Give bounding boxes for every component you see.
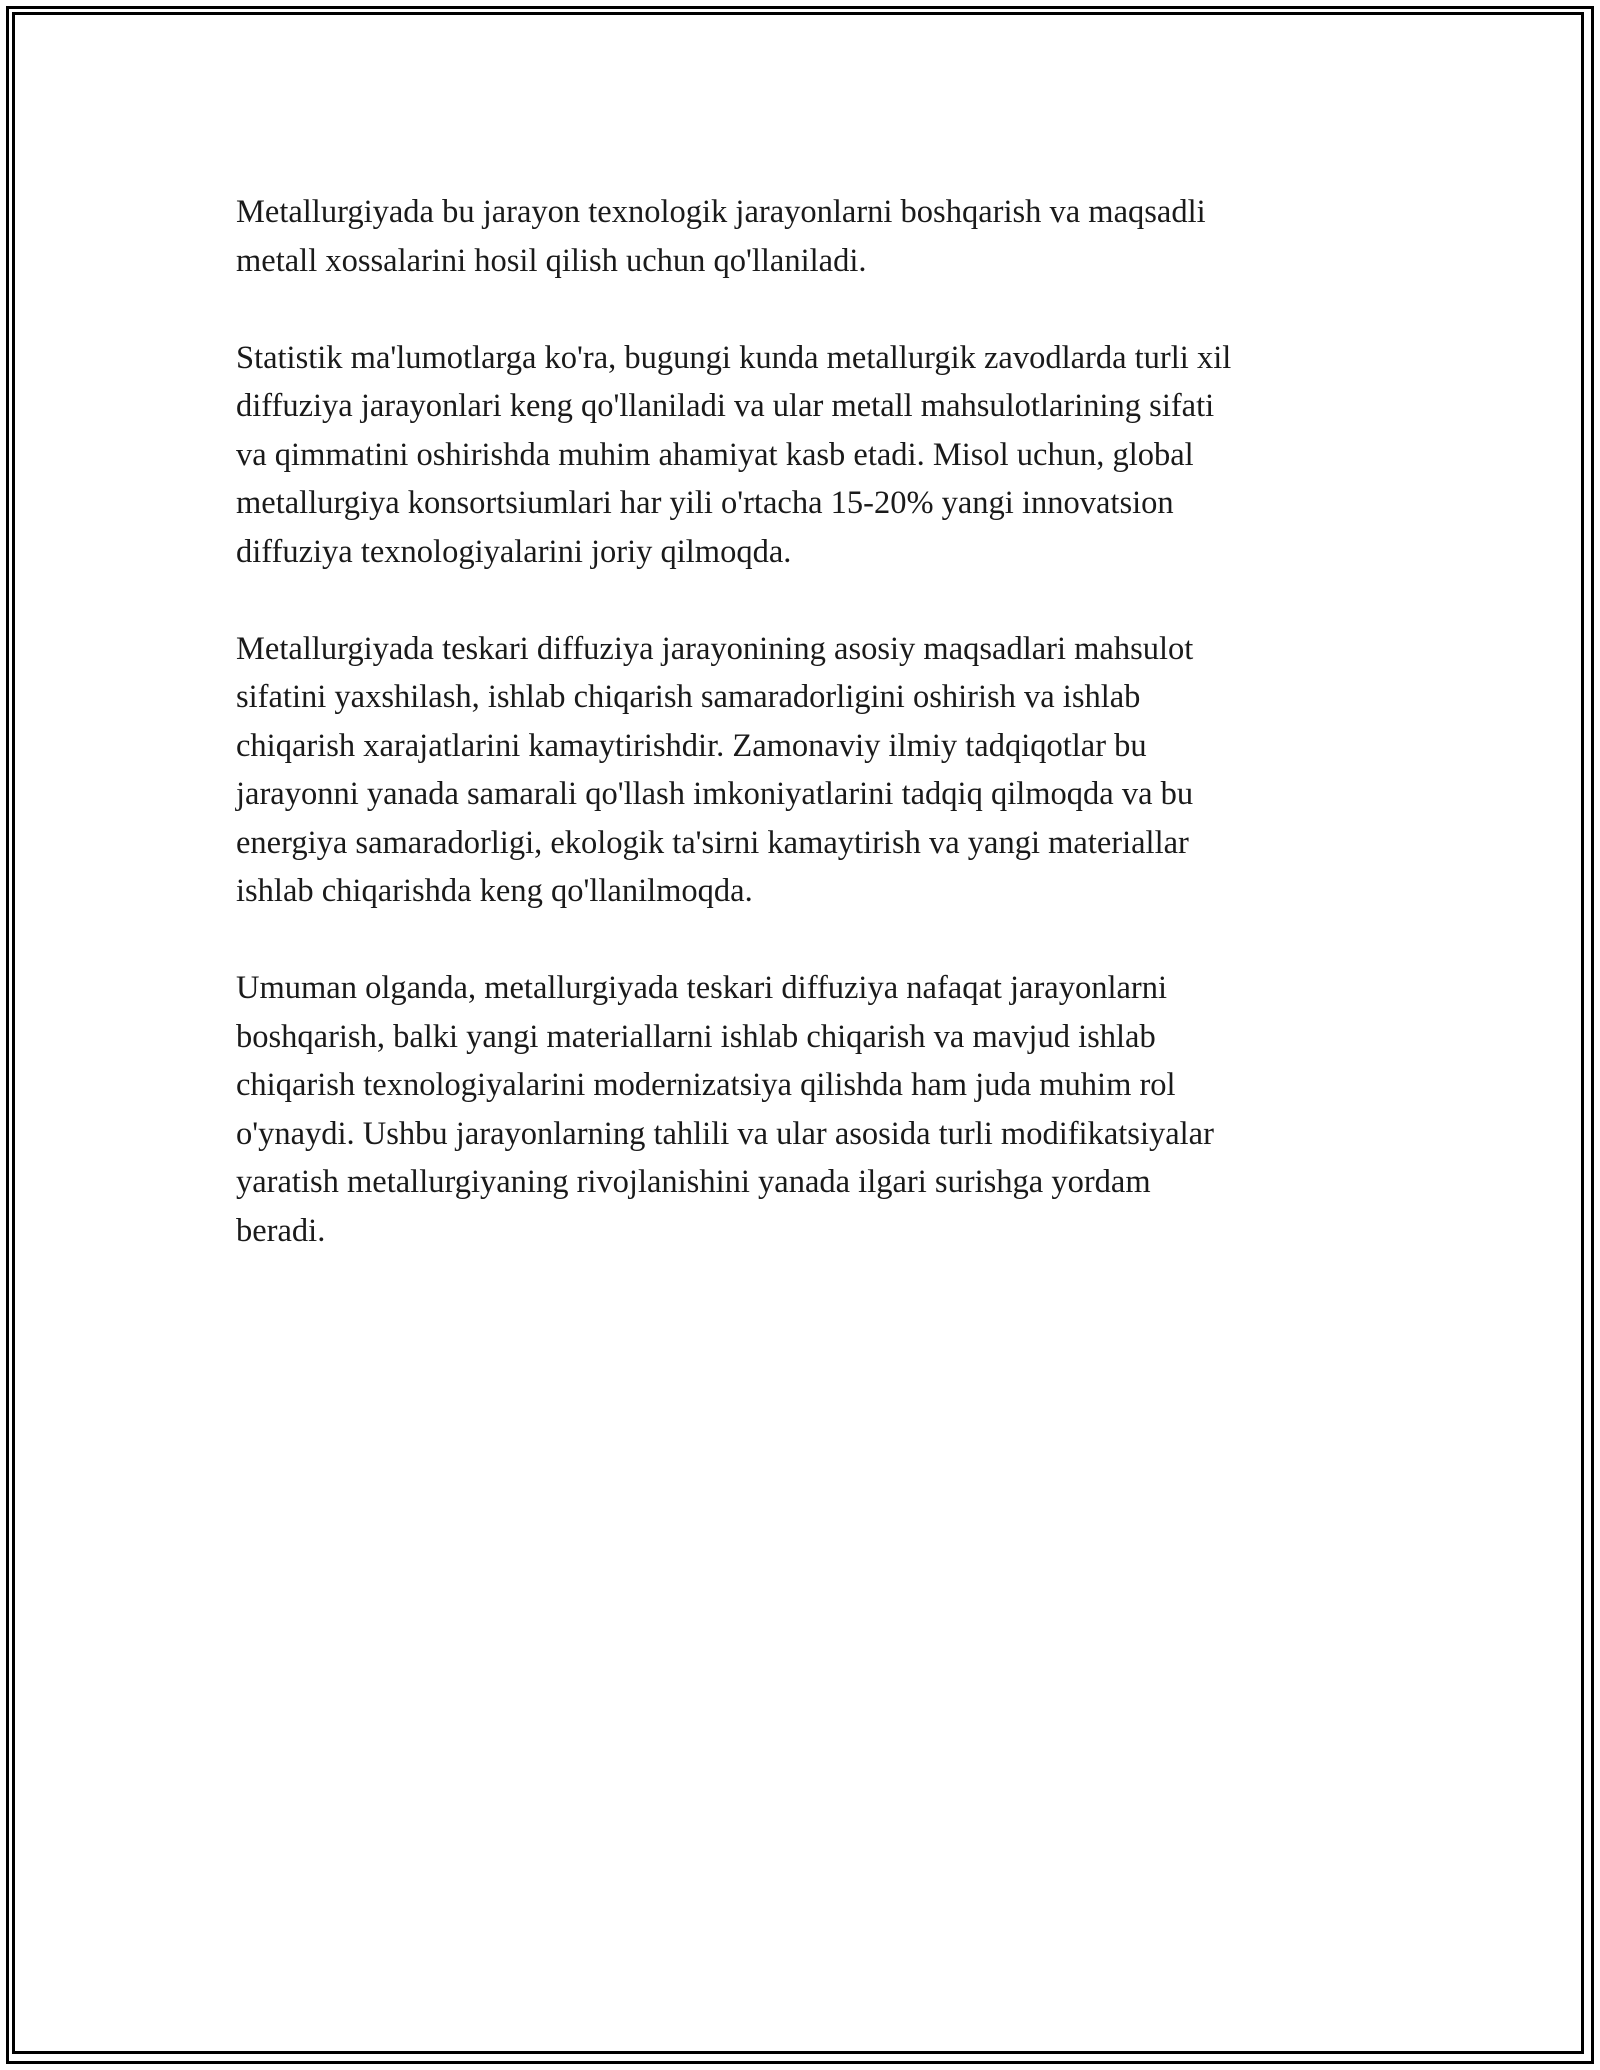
paragraph-1 (236, 188, 1376, 285)
text-line: yaratish metallurgiyaning rivojlanishini yanada ilgari surishga yordam (236, 1164, 1151, 1200)
text-line: chiqarish texnologiyalarini modernizatsiya qilishda ham juda muhim rol (236, 1067, 1176, 1103)
text-line: boshqarish, balki yangi materiallarni ishlab chiqarish va mavjud ishlab (236, 1018, 1156, 1055)
text-line: chiqarish xarajatlarini kamaytirishdir. Zamonaviy ilmiy tadqiqotlar bu (236, 727, 1147, 764)
text-line: Metallurgiyada teskari diffuziya jarayonining asosiy maqsadlari mahsulot (236, 630, 1194, 667)
text-line: Statistik ma'lumotlarga ko'ra, bugungi kunda metallurgik zavodlarda turli xil (236, 339, 1232, 376)
document-body (236, 188, 1376, 1304)
text-line: energiya samaradorligi, ekologik ta'sirni kamaytirish va yangi materiallar (236, 824, 1189, 861)
paragraph-3 (236, 625, 1376, 916)
text-line: va qimmatini oshirishda muhim ahamiyat kasb etadi. Misol uchun, global (236, 436, 1194, 473)
text-line: Metallurgiyada bu jarayon texnologik jarayonlarni boshqarish va maqsadli (236, 194, 1206, 230)
text-line: jarayonni yanada samarali qo'llash imkoniyatlarini tadqiq qilmoqda va bu (236, 776, 1194, 812)
text-line: Umuman olganda, metallurgiyada teskari diffuziya nafaqat jarayonlarni (236, 970, 1168, 1006)
text-line: ishlab chiqarishda keng qo'llanilmoqda. (236, 873, 753, 909)
paragraph-4 (236, 964, 1376, 1255)
text-line: metallurgiya konsortsiumlari har yili o'rtacha 15-20% yangi innovatsion (236, 485, 1174, 521)
text-line: metall xossalarini hosil qilish uchun qo'llaniladi. (236, 242, 867, 279)
text-line: beradi. (236, 1212, 326, 1249)
text-line: o'ynaydi. Ushbu jarayonlarning tahlili va ular asosida turli modifikatsiyalar (236, 1115, 1214, 1152)
text-line: sifatini yaxshilash, ishlab chiqarish samaradorligini oshirish va ishlab (236, 679, 1141, 715)
paragraph-2 (236, 334, 1376, 577)
text-line: diffuziya texnologiyalarini joriy qilmoqda. (236, 533, 792, 570)
text-line: diffuziya jarayonlari keng qo'llaniladi va ular metall mahsulotlarining sifati (236, 388, 1215, 424)
